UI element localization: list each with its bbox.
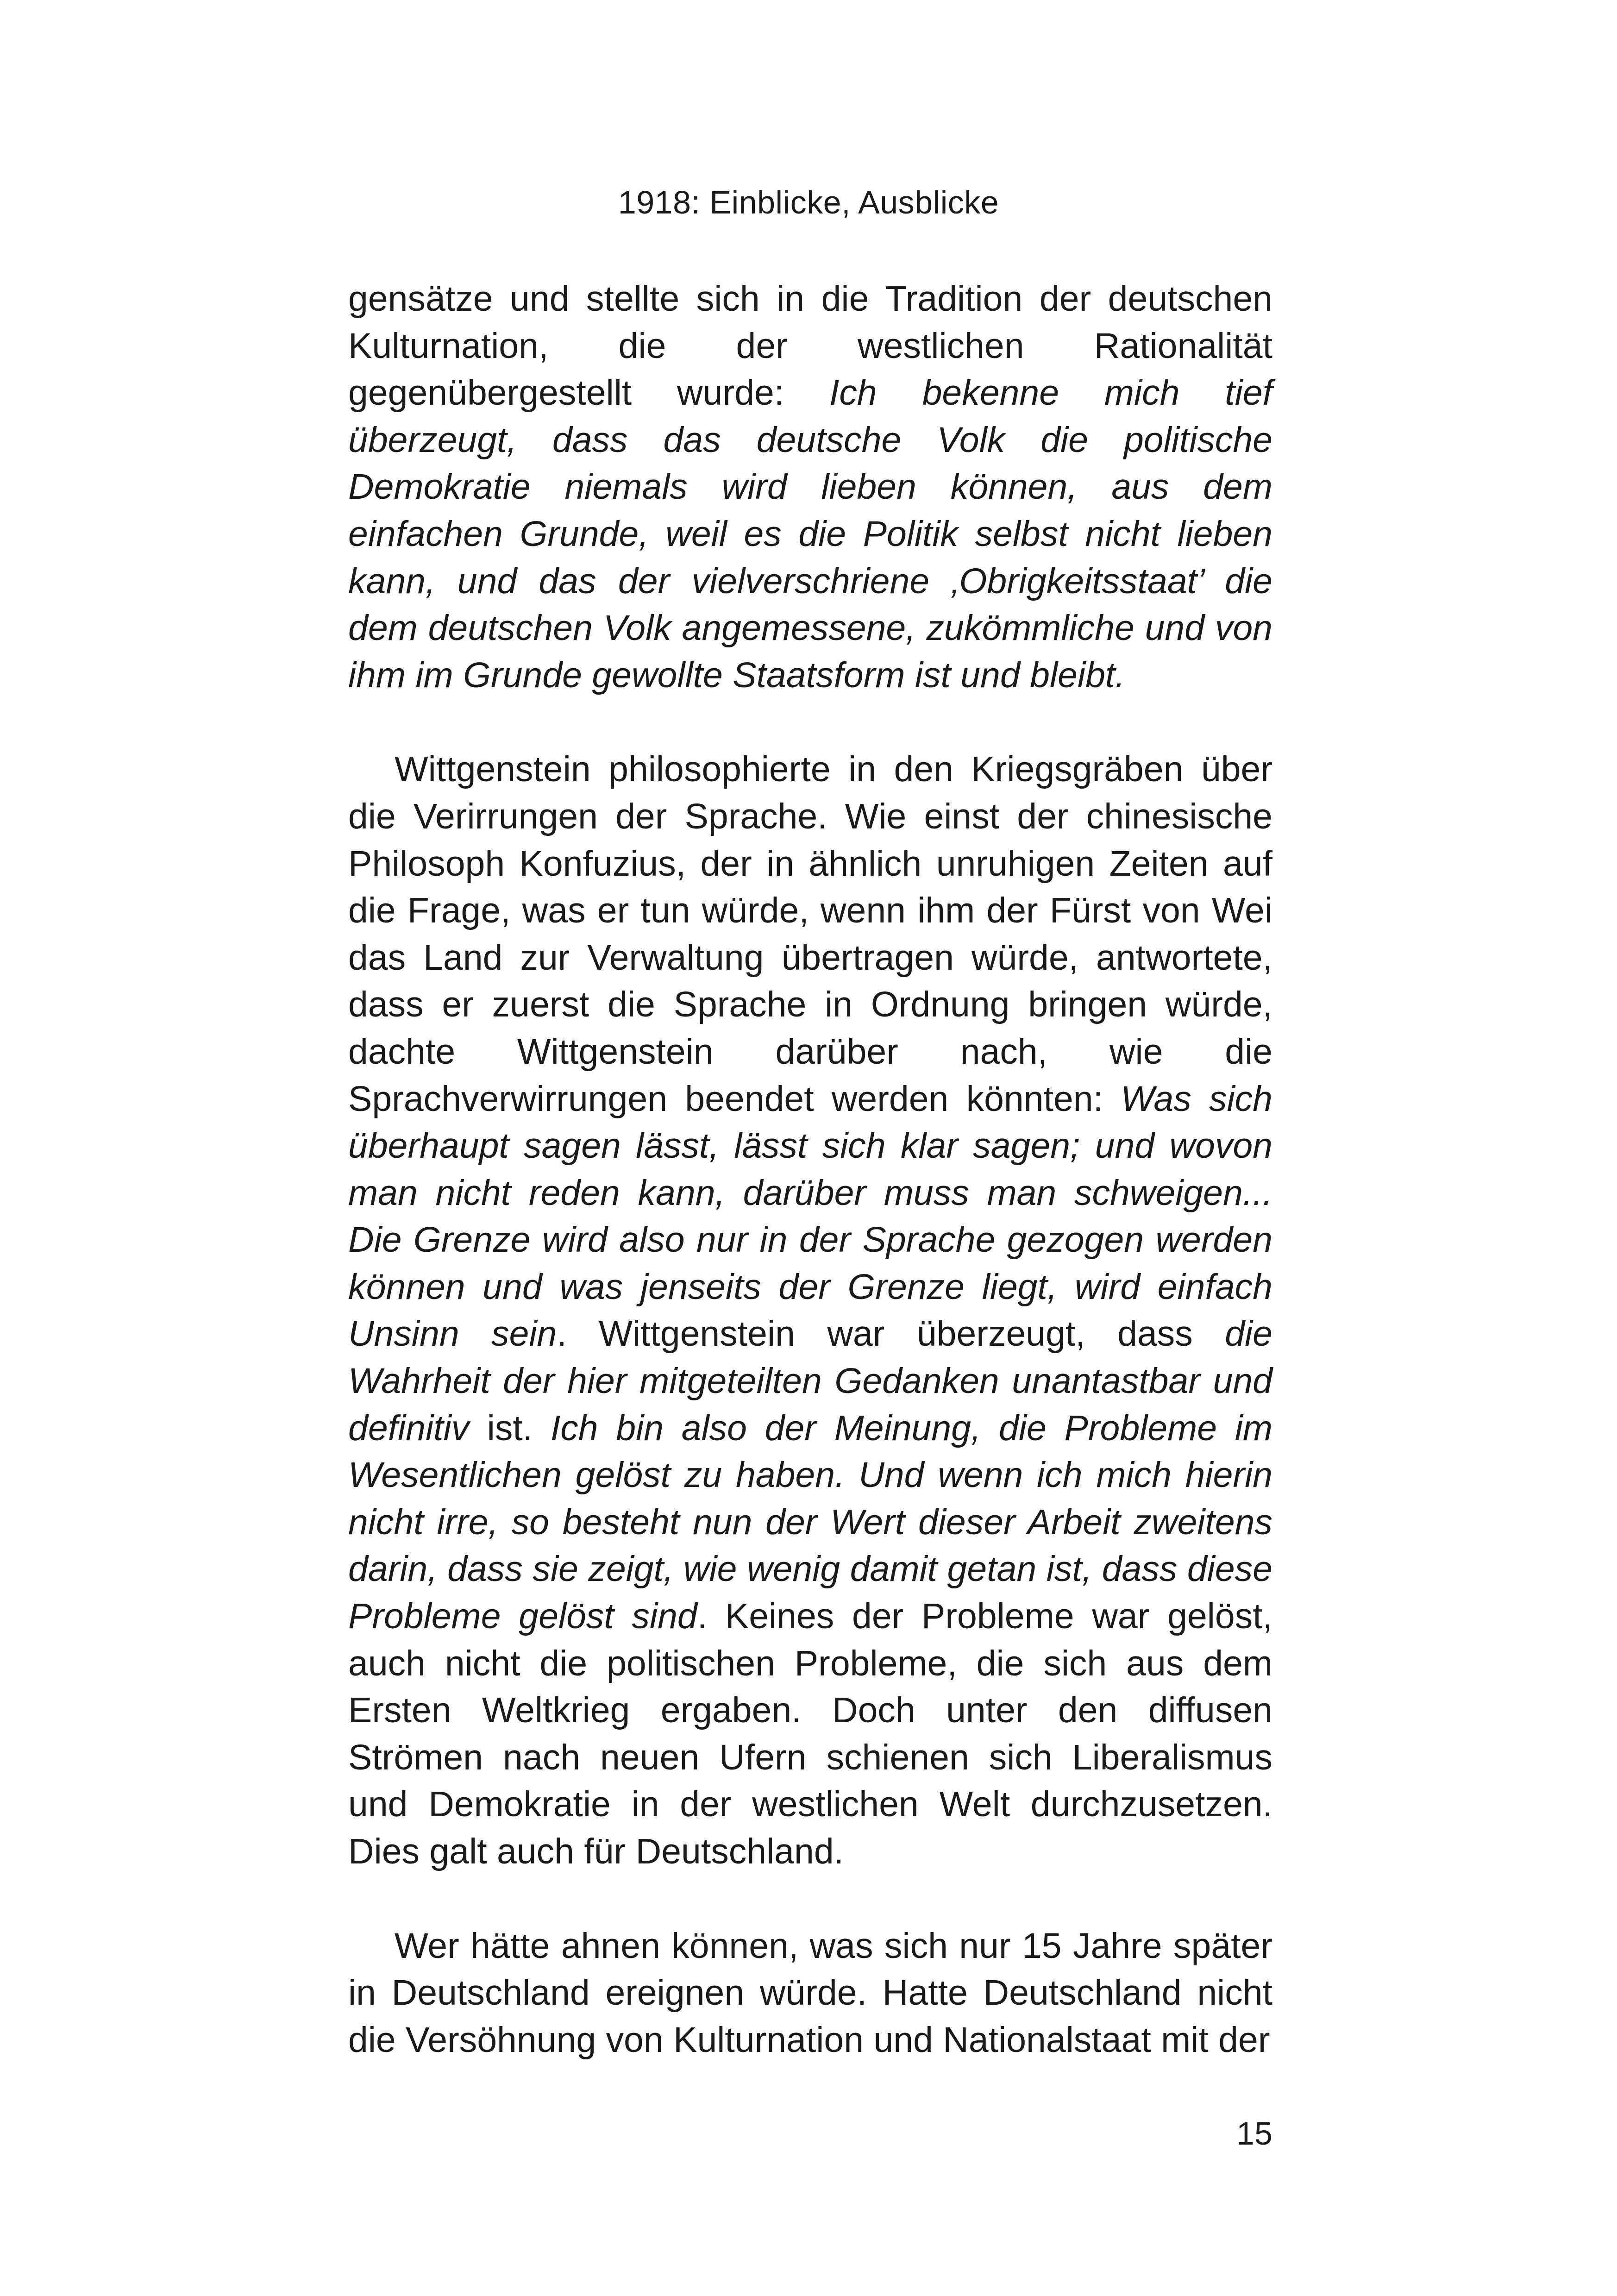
- body-text: [348, 276, 1272, 2064]
- paragraph-2-text-a: Wittgenstein philosophierte in den Kriegsgräben über die Verirrungen der Sprache. Wie einst der chinesische Philosoph Konfuzius, der in ähnlich unruhigen Zeiten auf die Frage, was er tun würde, wenn ihm der Fürst von Wei das Land zur Verwaltung übertragen würde, antwortete, dass er zuerst die Sprache in Ordnung bringen würde, dachte Wittgenstein darüber nach, wie die Sprachverwirrungen beendet werden könnten:: [348, 749, 1272, 1119]
- paragraph-1-text: gensätze und stellte sich in die Tradition der deutschen Kulturnation, die der westlichen Rationalität gegenübergestellt wurde:: [348, 279, 1272, 413]
- paragraph-1-quote: Ich bekenne mich tief überzeugt, dass das deutsche Volk die politische Demokratie niemals wird lieben können, aus dem einfachen Grunde, weil es die Politik selbst nicht lieben kann, und das der vielverschriene ‚Obrigkeitsstaat’ die dem deutschen Volk angemessene, zukömmliche und von ihm im Grunde gewollte Staatsform ist und bleibt.: [348, 373, 1272, 695]
- paragraph-1: [348, 276, 1272, 699]
- paragraph-3: [348, 1923, 1272, 2064]
- paragraph-2-quote-a: Was sich überhaupt sagen lässt, lässt sich klar sagen; und wovon man nicht reden kann, darüber muss man schweigen... Die Grenze wird also nur in der Sprache gezogen werden können und was jenseits der Grenze liegt, wird einfach Unsinn sein: [348, 1079, 1272, 1354]
- paragraph-2-text-d: . Keines der Probleme war gelöst, auch nicht die politischen Probleme, die sich aus dem Ersten Weltkrieg ergaben. Doch unter den diffusen Strömen nach neuen Ufern schienen sich Liberalismus und Demokratie in der westlichen Welt durchzusetzen. Dies galt auch für Deutschland.: [348, 1596, 1272, 1871]
- running-head: 1918: Einblicke, Ausblicke: [618, 184, 999, 220]
- paragraph-2-quote-b: die Wahrheit der hier mitgeteilten Gedanken unantastbar und definitiv: [348, 1314, 1272, 1448]
- paragraph-2-text-b: . Wittgenstein war überzeugt, dass: [557, 1314, 1225, 1354]
- paragraph-3-text: Wer hätte ahnen können, was sich nur 15 Jahre später in Deutschland ereignen würde. Hatte Deutschland nicht die Versöhnung von Kulturnation und Nationalstaat mit der: [348, 1926, 1272, 2060]
- page-number: 15: [1236, 2115, 1272, 2152]
- paragraph-2: [348, 746, 1272, 1875]
- paragraph-2-quote-c: Ich bin also der Meinung, die Probleme im Wesentlichen gelöst zu haben. Und wenn ich mich hierin nicht irre, so besteht nun der Wert dieser Arbeit zweitens darin, dass sie zeigt, wie wenig damit getan ist, dass diese Probleme gelöst sind: [348, 1408, 1272, 1637]
- paragraph-2-text-c: ist.: [469, 1408, 551, 1448]
